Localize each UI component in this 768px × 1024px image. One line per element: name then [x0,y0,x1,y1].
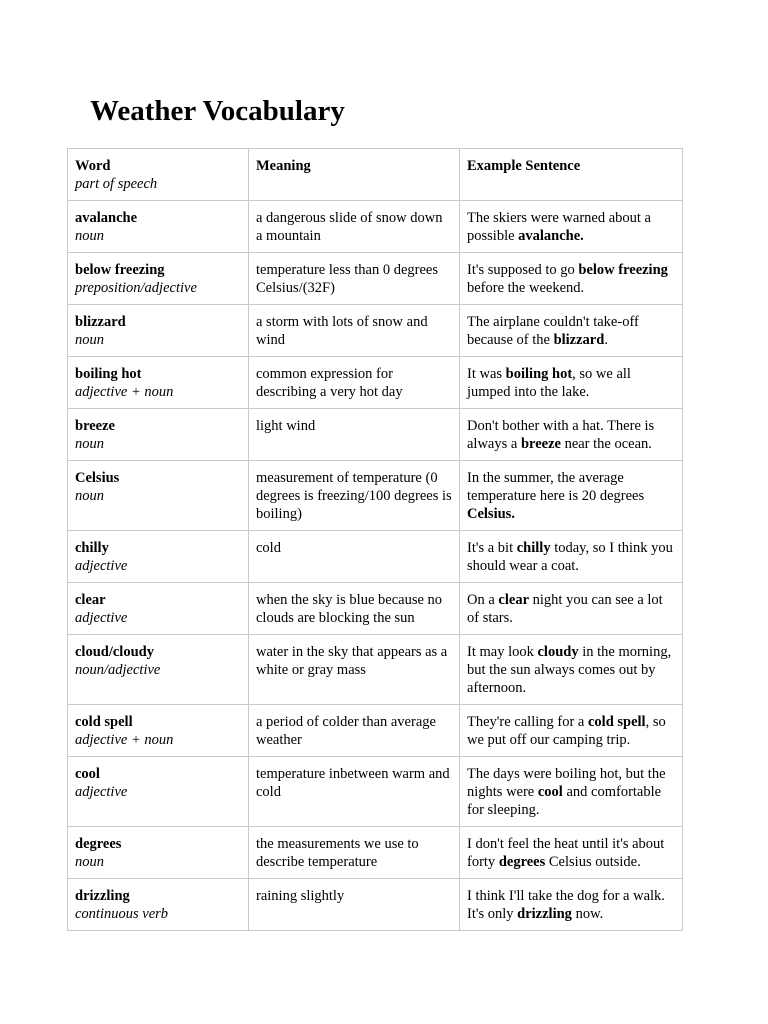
part-of-speech: noun [75,332,104,348]
word-cell [68,201,249,253]
example-text: It's a bit [467,540,517,556]
example-text: The days were boiling hot, but the nights were [467,766,666,800]
example-text: They're calling for a [467,714,588,730]
table-row [68,757,683,827]
example-text: It was [467,366,506,382]
meaning-cell: a dangerous slide of snow down a mountain [249,201,460,253]
part-of-speech: preposition/adjective [75,280,197,296]
example-text: I think I'll take the dog for a walk. It's only [467,888,665,922]
meaning-cell: temperature less than 0 degrees Celsius/(32F) [249,253,460,305]
example-text: It's supposed to go [467,262,579,278]
vocab-word: drizzling [75,888,130,904]
word-cell [68,461,249,531]
example-highlight: avalanche. [518,228,584,244]
header-meaning: Meaning [256,158,311,174]
header-word-cell [68,149,249,201]
word-cell [68,409,249,461]
vocab-word: avalanche [75,210,138,226]
header-example: Example Sentence [467,158,581,174]
example-highlight: degrees [498,854,546,870]
part-of-speech: noun [75,436,104,452]
meaning-cell: measurement of temperature (0 degrees is freezing/100 degrees is boiling) [249,461,460,531]
example-highlight: breeze [520,436,561,452]
example-highlight: Celsius. [467,506,515,522]
header-example-cell [460,149,683,201]
example-text: before the weekend. [467,280,585,296]
example-text: Don't bother with a hat. There is always a [467,418,655,452]
word-cell [68,305,249,357]
word-cell [68,253,249,305]
example-text: now. [571,906,604,922]
word-cell [68,827,249,879]
table-row [68,827,683,879]
example-cell [460,357,683,409]
example-text: On a [467,592,499,608]
example-text: It may look [467,644,538,660]
vocab-word: clear [75,592,106,608]
part-of-speech: adjective + noun [75,384,174,400]
example-cell [460,757,683,827]
example-text: in the morning, but the sun always comes out by afternoon. [467,644,672,696]
example-text: night you can see a lot of stars. [467,592,663,626]
example-highlight: chilly [516,540,551,556]
vocab-word: chilly [75,540,109,556]
part-of-speech: noun [75,854,104,870]
example-cell [460,253,683,305]
header-part-of-speech: part of speech [75,176,158,192]
example-text: Celsius outside. [545,854,641,870]
example-text: The skiers were warned about a possible [467,210,651,244]
vocab-word: cold spell [75,714,133,730]
part-of-speech: noun/adjective [75,662,161,678]
example-text: In the summer, the average temperature here is 20 degrees [467,470,645,504]
part-of-speech: adjective [75,610,128,626]
meaning-cell: water in the sky that appears as a white or gray mass [249,635,460,705]
table-row [68,461,683,531]
vocabulary-table-body [68,149,683,931]
table-row [68,583,683,635]
example-highlight: boiling hot [505,366,573,382]
vocab-word: degrees [75,836,122,852]
example-highlight: below freezing [578,262,668,278]
table-header-row [68,149,683,201]
example-text: I don't feel the heat until it's about forty [467,836,665,870]
example-cell [460,879,683,931]
example-cell [460,583,683,635]
example-highlight: clear [498,592,530,608]
meaning-cell: the measurements we use to describe temperature [249,827,460,879]
part-of-speech: continuous verb [75,906,169,922]
example-highlight: cold spell [587,714,646,730]
example-text: . [604,332,608,348]
example-highlight: blizzard [553,332,605,348]
word-cell [68,357,249,409]
meaning-cell: cold [249,531,460,583]
vocab-word: below freezing [75,262,165,278]
meaning-cell: when the sky is blue because no clouds are blocking the sun [249,583,460,635]
example-cell [460,635,683,705]
part-of-speech: adjective [75,558,128,574]
table-row [68,409,683,461]
vocab-word: cool [75,766,100,782]
meaning-cell: common expression for describing a very hot day [249,357,460,409]
meaning-cell: a period of colder than average weather [249,705,460,757]
meaning-cell: raining slightly [249,879,460,931]
part-of-speech: noun [75,488,104,504]
meaning-cell: a storm with lots of snow and wind [249,305,460,357]
example-cell [460,531,683,583]
part-of-speech: adjective + noun [75,732,174,748]
table-row [68,305,683,357]
table-row [68,357,683,409]
example-text: today, so I think you should wear a coat. [467,540,673,574]
table-row [68,879,683,931]
example-highlight: cloudy [537,644,579,660]
part-of-speech: noun [75,228,104,244]
word-cell [68,531,249,583]
example-cell [460,705,683,757]
example-text: The airplane couldn't take-off because of the [467,314,639,348]
table-row [68,705,683,757]
example-cell [460,201,683,253]
table-row [68,531,683,583]
example-cell [460,305,683,357]
part-of-speech: adjective [75,784,128,800]
vocab-word: boiling hot [75,366,142,382]
meaning-cell: light wind [249,409,460,461]
vocab-word: breeze [75,418,115,434]
example-highlight: cool [537,784,563,800]
example-text: , so we put off our camping trip. [467,714,666,748]
meaning-cell: temperature inbetween warm and cold [249,757,460,827]
table-row [68,201,683,253]
example-cell [460,827,683,879]
word-cell [68,757,249,827]
vocabulary-table [67,148,683,931]
table-row [68,253,683,305]
header-word: Word [75,158,111,174]
word-cell [68,705,249,757]
vocab-word: cloud/cloudy [75,644,154,660]
page-title: Weather Vocabulary [90,95,345,127]
word-cell [68,583,249,635]
example-highlight: drizzling [517,906,572,922]
header-meaning-cell [249,149,460,201]
vocab-word: blizzard [75,314,126,330]
vocab-word: Celsius [75,470,120,486]
word-cell [68,879,249,931]
table-row [68,635,683,705]
example-text: near the ocean. [560,436,652,452]
example-cell [460,409,683,461]
example-text: and comfortable for sleeping. [467,784,662,818]
example-text: , so we all jumped into the lake. [467,366,631,400]
word-cell [68,635,249,705]
example-cell [460,461,683,531]
